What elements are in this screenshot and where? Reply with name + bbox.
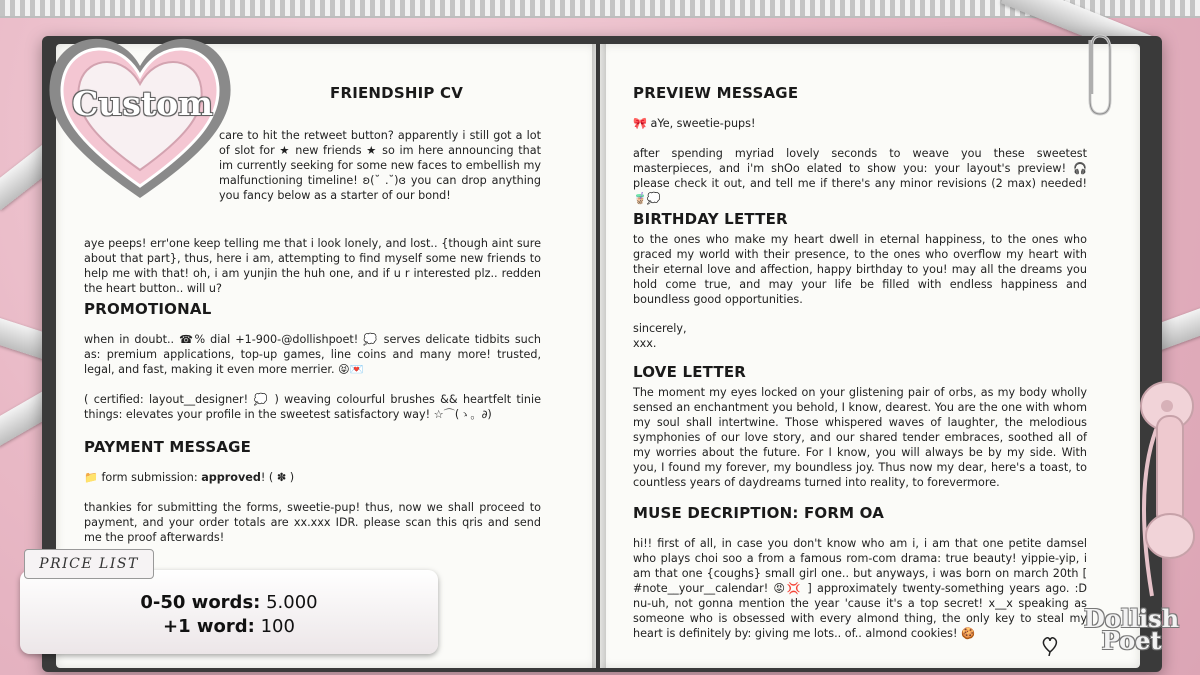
price-line-1 [20, 592, 438, 613]
preview-title: PREVIEW MESSAGE [633, 84, 799, 102]
custom-title: Custom [72, 84, 214, 123]
payment-status-suffix: ! ( ✽ ) [260, 471, 295, 484]
love-letter-para: The moment my eyes locked on your glistening pair of orbs, as my body wholly sensed an enchantment you behold, I know, dearest. You are the one with whom my soul shall intertwine. Those whispered waves of laughter, the melodious symphonies of our love story, and our shared tender embraces, soothed all of my worries about the future. For I know, you will always be by my side. With you, I found my forever, my boundless joy. Thus now my dear, here's a toast, to countless years of daydreams turned into reality, to forevermore. [633, 386, 1087, 489]
payment-para: thankies for submitting the forms, sweetie-pup! thus, now we shall proceed to payment, and your order totals are xx.xxx IDR. please scan this qris and send me the proof afterwards! [84, 501, 541, 544]
heart-doodle-icon [1040, 634, 1060, 656]
birthday-title: BIRTHDAY LETTER [633, 210, 788, 228]
price-list-tab: PRICE LIST [24, 549, 154, 579]
price-line-1-label: 0-50 words: [140, 592, 261, 613]
promotional-para2: ( certified: layout__designer! 💭 ) weaving colourful brushes && heartfelt tinie things: elevates your profile in the sweetest satisfactory way! ☆⌒(ゝ。∂) [84, 393, 541, 421]
dollish-poet-logo [1084, 604, 1180, 655]
paperclip-icon [1078, 30, 1118, 120]
payment-status-approved: approved [201, 471, 261, 484]
payment-status-line [84, 470, 541, 485]
birthday-sign-2: xxx. [633, 337, 657, 350]
birthday-sign-1: sincerely, [633, 322, 687, 335]
telephone-icon [1122, 376, 1200, 606]
payment-status-prefix: 📁 form submission: [84, 471, 202, 484]
promotional-para1: when in doubt.. ☎% dial +1-900-@dollishpoet! 💭 serves delicate tidbits such as: premium applications, top-up games, line coins and many more! trusted, legal, and fast, making it even more merrier. 😝💌 [84, 333, 541, 376]
book-spine [592, 44, 606, 668]
promotional-title: PROMOTIONAL [84, 300, 212, 318]
muse-para: hi!! first of all, in case you don't know who am i, i am that one petite damsel who plays choi soo a from a famous rom-com drama: true beauty! yippie-yip, i am that one {coughs} small girl one.. but anyways, i was born on march 20th [ #note__your__calendar! 😡💢 ] approximately twenty-something years ago. :D nu-uh, not gonna mention the year 'cause it's a top secret! x__x speaking as someone who is obsessed with every almond thing, the only key to steal my heart is definitely by: giving me lots.. of.. almond cookies! 🍪 [633, 537, 1087, 640]
logo-line-1: Dollish [1084, 604, 1180, 633]
friendship-cv-title: FRIENDSHIP CV [330, 84, 464, 102]
price-line-2-label: +1 word: [163, 616, 255, 637]
friendship-cv-para1: care to hit the retweet button? apparently i still got a lot of slot for ★ new friends ★ so im here announcing that im currently seeking for some new faces to embellish my malfunctioning timeline! ʚ(˘ .˘)ɞ you can drop anything you fancy below as a starter of our bond! [219, 129, 541, 202]
price-list-box [20, 570, 438, 654]
price-line-2-value: 100 [254, 616, 295, 637]
price-line-2 [20, 616, 438, 637]
payment-title: PAYMENT MESSAGE [84, 438, 252, 456]
preview-greeting: 🎀 aYe, sweetie-pups! [633, 117, 756, 130]
price-line-1-value: 5.000 [260, 592, 318, 613]
friendship-cv-para2: aye peeps! err'one keep telling me that i look lonely, and lost.. {though aint sure about that part}, thus, here i am, attempting to find myself some new friends to help me with that! oh, i am yunjin the huh one, and if u r interested plz.. redden the heart button.. will u? [84, 237, 541, 295]
preview-para: after spending myriad lovely seconds to weave you these sweetest masterpieces, and i'm shOo elated to show you: your layout's preview! 🎧 please check it out, and tell me if there's any minor revisions (2 max) needed! 🧋💭 [633, 147, 1087, 205]
muse-title: MUSE DECRIPTION: FORM OA [633, 504, 885, 522]
logo-line-2: Poet [1101, 626, 1162, 655]
love-letter-title: LOVE LETTER [633, 363, 747, 381]
birthday-para: to the ones who make my heart dwell in eternal happiness, to the ones who graced my world with their presence, to the ones who overflow my heart with their eternal love and affection, happy birthday to you! may all the dreams you hold come true, and may your life be filled with endless happiness and boundless good opportunities. [633, 233, 1087, 306]
